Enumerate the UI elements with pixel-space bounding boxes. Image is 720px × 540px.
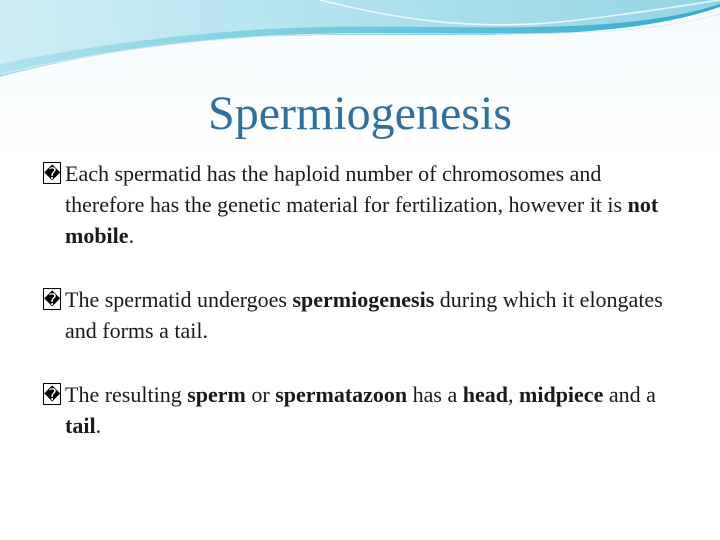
bold-text: sperm bbox=[187, 382, 246, 407]
bullet-item bbox=[43, 284, 683, 346]
bullet-text: . bbox=[128, 223, 135, 248]
bullet-list bbox=[43, 158, 683, 474]
bold-text: midpiece bbox=[519, 382, 604, 407]
bullet-text: , bbox=[508, 382, 520, 407]
bullet-text: . bbox=[95, 413, 102, 438]
bullet-text: or bbox=[245, 382, 276, 407]
bold-text: tail bbox=[65, 413, 96, 438]
bold-text: head bbox=[462, 382, 509, 407]
bullet-item bbox=[43, 379, 683, 441]
bullet-marker-icon: � bbox=[44, 164, 61, 183]
header-wave-decoration bbox=[0, 0, 720, 90]
bullet-text: has a bbox=[407, 382, 463, 407]
bullet-text: The spermatid undergoes bbox=[65, 287, 293, 312]
slide-title: Spermiogenesis bbox=[208, 87, 512, 140]
bold-text: not mobile bbox=[65, 192, 659, 248]
bullet-marker-icon: � bbox=[44, 290, 61, 309]
bullet-item bbox=[43, 158, 683, 251]
bullet-marker-icon: � bbox=[44, 385, 61, 404]
bullet-text: during which it elongates and forms a tail. bbox=[65, 287, 663, 343]
bold-text: spermatazoon bbox=[275, 382, 408, 407]
bullet-text: Each spermatid has the haploid number of chromosomes and therefore has the genetic material for fertilization, however it is bbox=[65, 161, 628, 217]
bullet-text: The resulting bbox=[65, 382, 188, 407]
bullet-text: and a bbox=[603, 382, 656, 407]
bold-text: spermiogenesis bbox=[292, 287, 435, 312]
